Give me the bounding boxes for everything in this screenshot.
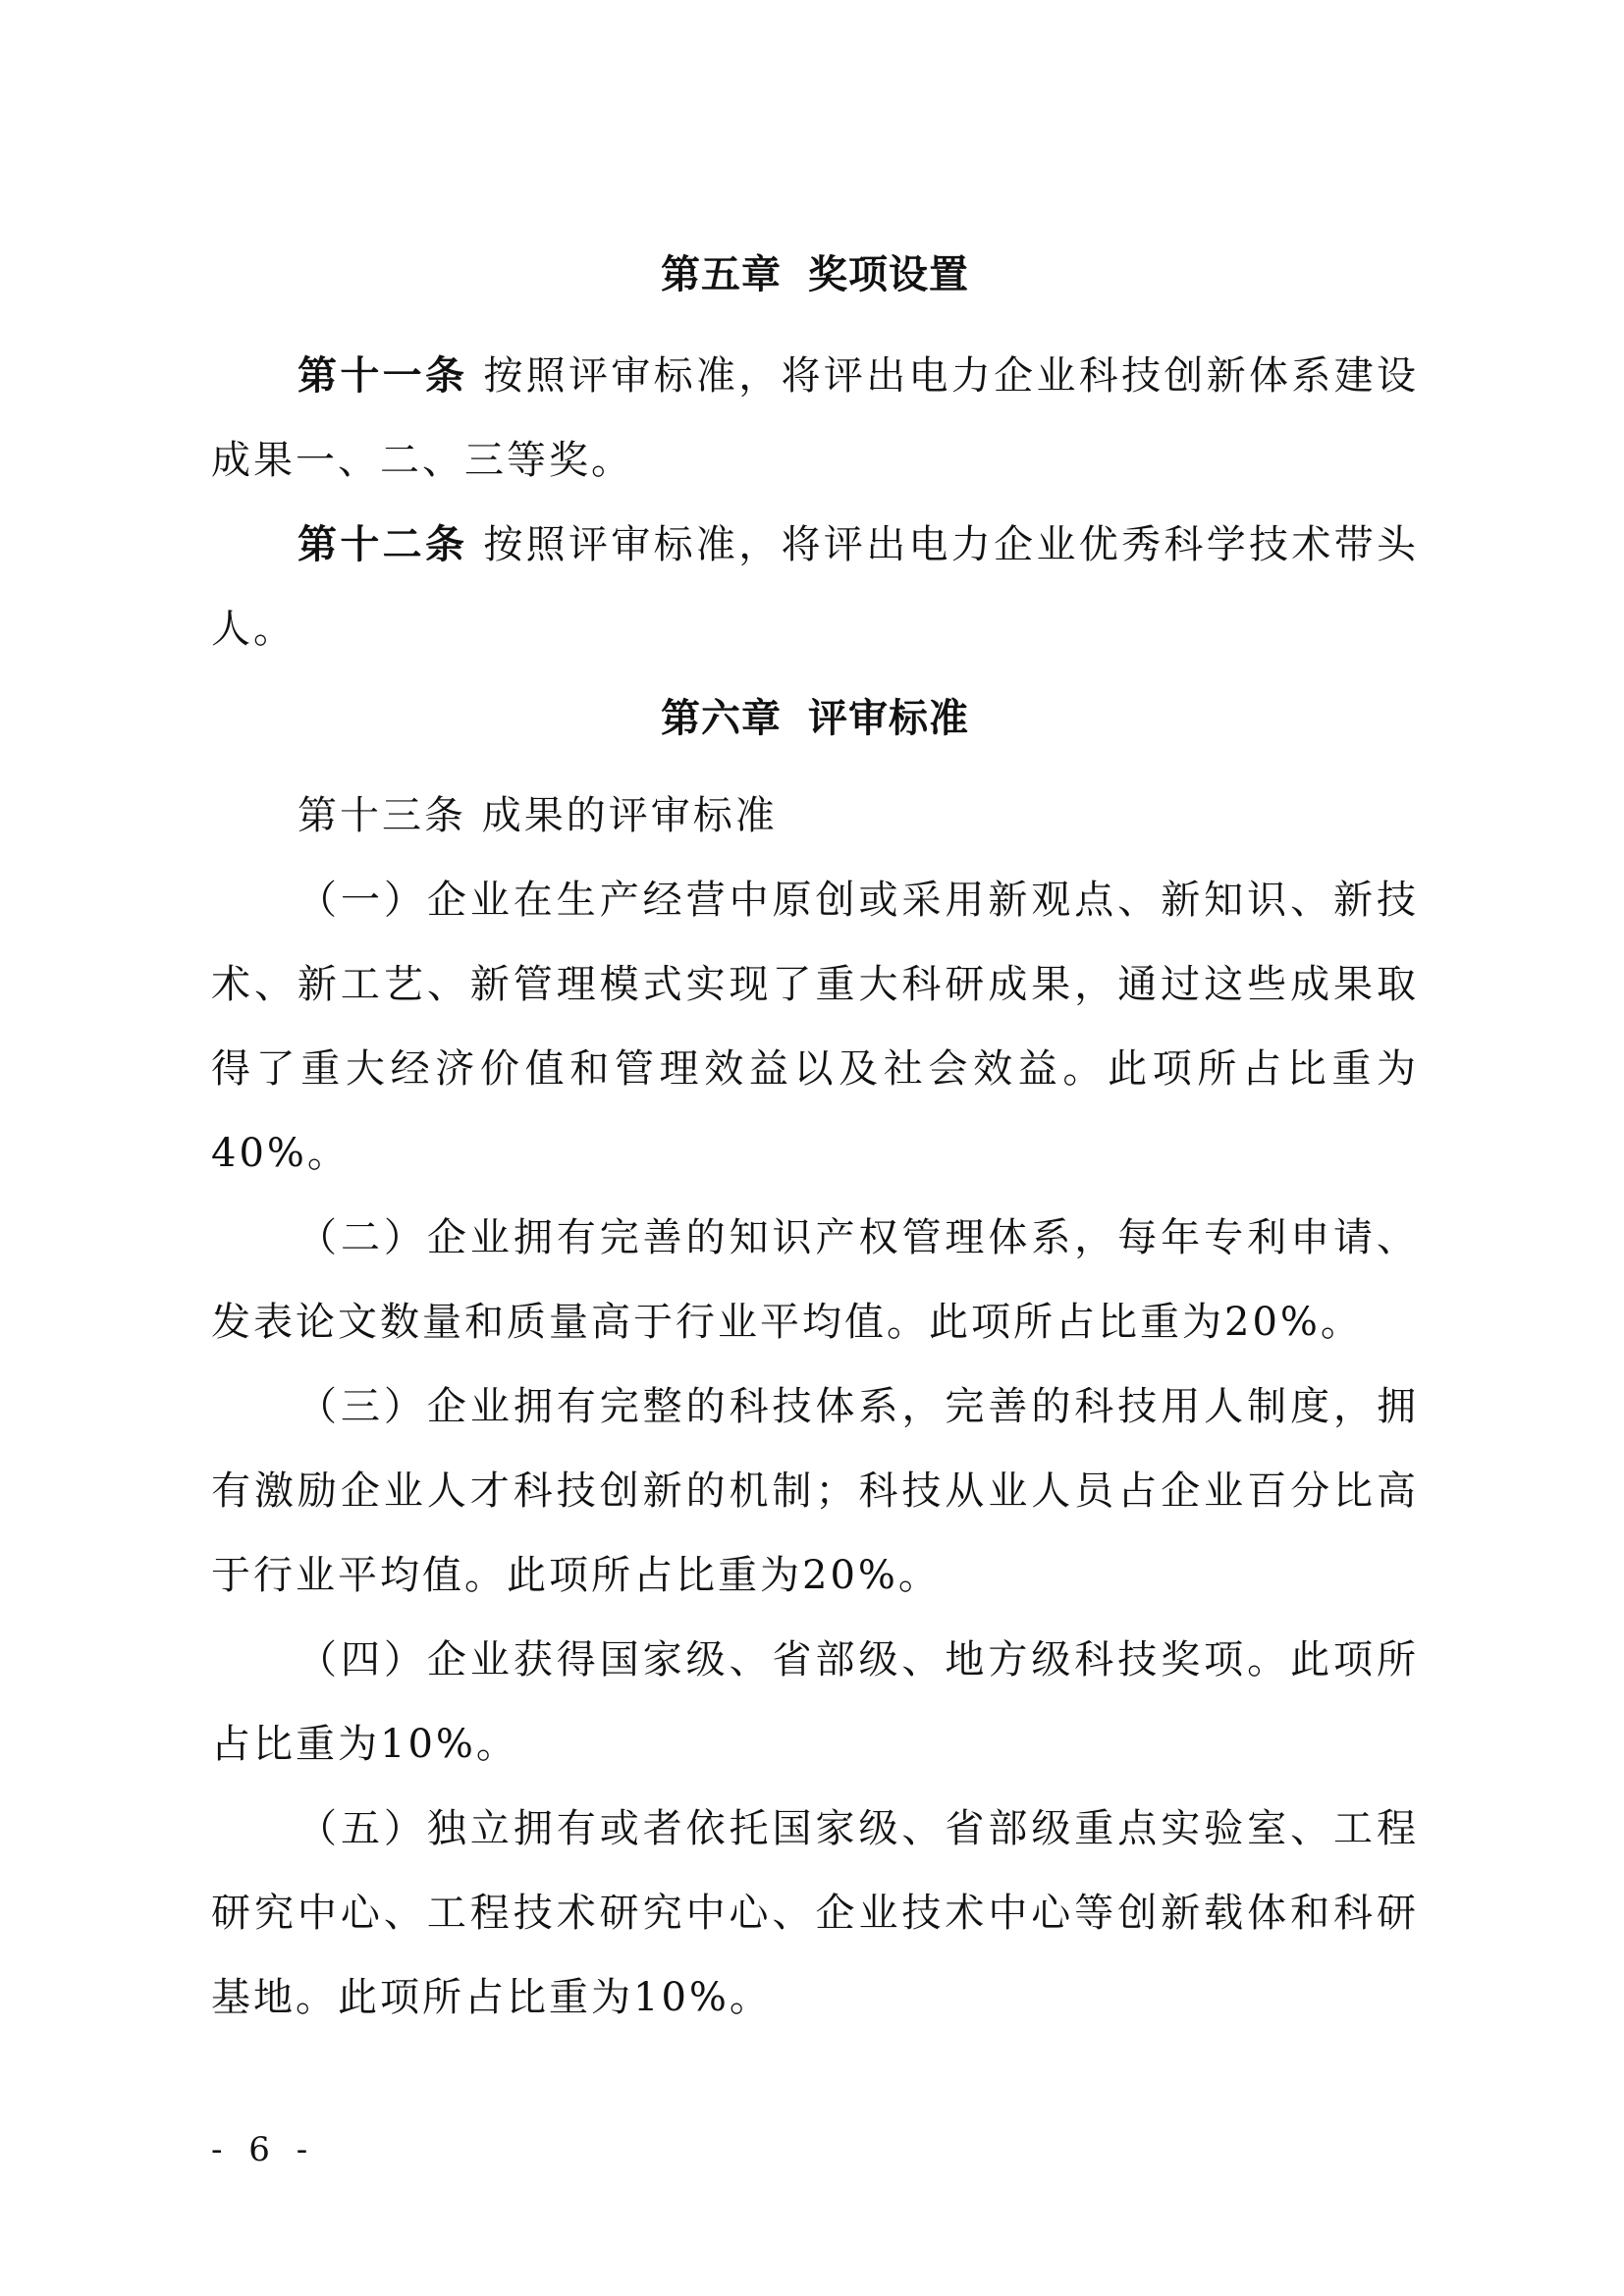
page-number: - 6 - [211, 2130, 316, 2169]
article-11 [211, 334, 1419, 503]
criterion-item-2: （二）企业拥有完善的知识产权管理体系，每年专利申请、发表论文数量和质量高于行业平均值。此项所占比重为20%。 [211, 1215, 1419, 1345]
article-11-number: 第十一条 [298, 352, 468, 399]
chapter-6-heading: 第六章 评审标准 [661, 695, 969, 741]
criterion-item-3: （三）企业拥有完整的科技体系，完善的科技用人制度，拥有激励企业人才科技创新的机制；科技从业人员占企业百分比高于行业平均值。此项所占比重为20%。 [211, 1384, 1419, 1598]
criterion-item-1: （一）企业在生产经营中原创或采用新观点、新知识、新技术、新工艺、新管理模式实现了重大科研成果，通过这些成果取得了重大经济价值和管理效益以及社会效益。此项所占比重为40%。 [211, 878, 1419, 1176]
article-12-number: 第十二条 [298, 521, 468, 567]
article-12 [211, 503, 1419, 671]
article-13-number: 第十三条 [298, 793, 466, 838]
document-body [211, 245, 1419, 2040]
article-13 [211, 774, 1419, 858]
article-11-text: 按照评审标准，将评出电力企业科技创新体系建设成果一、二、三等奖。 [211, 353, 1420, 483]
article-12-text: 按照评审标准，将评出电力企业优秀科学技术带头人。 [211, 522, 1420, 652]
article-13-title: 成果的评审标准 [481, 793, 778, 838]
chapter-5-heading: 第五章 奖项设置 [661, 251, 969, 297]
criterion-item-5: （五）独立拥有或者依托国家级、省部级重点实验室、工程研究中心、工程技术研究中心、企业技术中心等创新载体和科研基地。此项所占比重为10%。 [211, 1806, 1419, 2020]
criterion-item-4: （四）企业获得国家级、省部级、地方级科技奖项。此项所占比重为10%。 [211, 1637, 1419, 1767]
